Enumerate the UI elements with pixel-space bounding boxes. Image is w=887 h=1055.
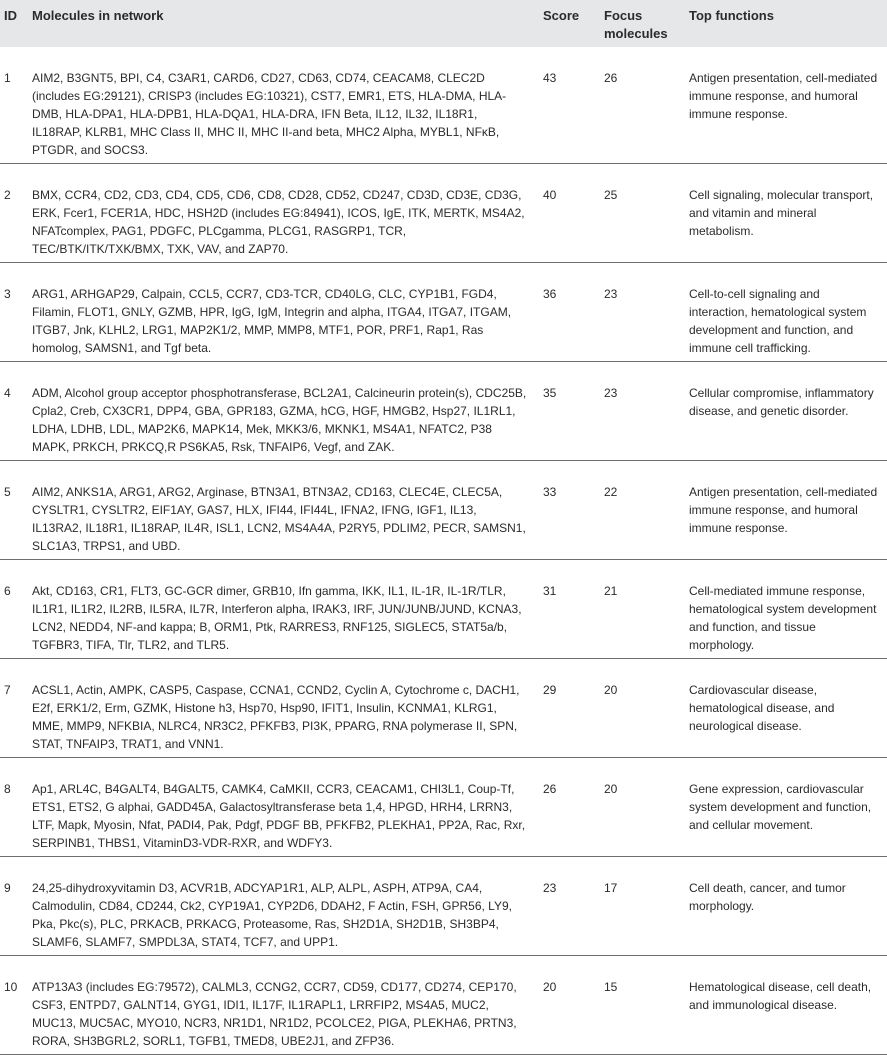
cell-focus-molecules: 15 <box>604 980 618 994</box>
cell-score: 36 <box>543 287 557 301</box>
cell-id: 7 <box>4 683 11 697</box>
cell-focus-molecules: 17 <box>604 881 618 895</box>
cell-top-functions: Cellular compromise, inflammatory disease, and genetic disorder. <box>689 386 874 418</box>
cell-id: 8 <box>4 782 11 796</box>
cell-top-functions: Cell-to-cell signaling and interaction, hematological system development and function, and immune cell trafficking. <box>689 287 867 355</box>
header-focus-molecules: Focus molecules <box>604 8 668 41</box>
header-top-functions: Top functions <box>689 8 774 23</box>
cell-focus-molecules: 21 <box>604 584 618 598</box>
cell-molecules: ACSL1, Actin, AMPK, CASP5, Caspase, CCNA1, CCND2, Cyclin A, Cytochrome c, DACH1, E2f, ERK1/2, Erm, GZMK, Histone h3, Hsp70, Hsp90, IFIT1, Insulin, KCNMA1, KLRG1, MME, MMP9, NFKBIA, NLRC4, NR3C2, PFKFB3, PI3K, PPARG, RNA polymerase II, SPN, STAT, TNFAIP3, TRAT1, and VNN1. <box>32 683 520 751</box>
header-molecules: Molecules in network <box>32 8 164 23</box>
cell-score: 31 <box>543 584 557 598</box>
cell-id: 2 <box>4 188 11 202</box>
cell-molecules: Akt, CD163, CR1, FLT3, GC-GCR dimer, GRB10, Ifn gamma, IKK, IL1, IL-1R, IL-1R/TLR, IL1R1, IL1R2, IL2RB, IL5RA, IL7R, Interferon alpha, IRAK3, IRF, JUN/JUNB/JUND, KCNA3, LCN2, NEDD4, NF-and kappa; B, ORM1, Ptk, RARRES3, RNF125, SIGLEC5, STAT5a/b, TGFBR3, TIFA, Tlr, TLR2, and TLR5. <box>32 584 522 652</box>
cell-id: 5 <box>4 485 11 499</box>
header-score: Score <box>543 8 580 23</box>
cell-score: 43 <box>543 71 557 85</box>
table-row <box>0 857 887 956</box>
cell-id: 9 <box>4 881 11 895</box>
cell-top-functions: Antigen presentation, cell-mediated immune response, and humoral immune response. <box>689 71 878 121</box>
cell-score: 40 <box>543 188 557 202</box>
cell-top-functions: Gene expression, cardiovascular system development and function, and cellular movement. <box>689 782 872 832</box>
cell-top-functions: Cell signaling, molecular transport, and vitamin and mineral metabolism. <box>689 188 874 238</box>
cell-top-functions: Hematological disease, cell death, and immunological disease. <box>689 980 872 1012</box>
table-body <box>0 47 887 1055</box>
cell-top-functions: Cell death, cancer, and tumor morphology. <box>689 881 846 913</box>
cell-score: 26 <box>543 782 557 796</box>
cell-focus-molecules: 22 <box>604 485 618 499</box>
cell-focus-molecules: 23 <box>604 287 618 301</box>
cell-score: 35 <box>543 386 557 400</box>
table-row <box>0 956 887 1055</box>
table-row <box>0 362 887 461</box>
cell-focus-molecules: 20 <box>604 683 618 697</box>
cell-focus-molecules: 23 <box>604 386 618 400</box>
table-row <box>0 758 887 857</box>
cell-score: 29 <box>543 683 557 697</box>
cell-id: 4 <box>4 386 11 400</box>
cell-molecules: Ap1, ARL4C, B4GALT4, B4GALT5, CAMK4, CaMKII, CCR3, CEACAM1, CHI3L1, Coup-Tf, ETS1, ETS2, G alphai, GADD45A, Galactosyltransferase beta 1,4, HPGD, HRH4, LRRN3, LTF, Mapk, Myosin, Nfat, PADI4, Pak, Pdgf, PDGF BB, PFKFB2, PLEKHA1, PP2A, Rac, Rxr, SERPINB1, THBS1, VitaminD3-VDR-RXR, and WDFY3. <box>32 782 526 850</box>
table-row <box>0 47 887 164</box>
table-header <box>0 0 887 47</box>
cell-score: 33 <box>543 485 557 499</box>
table-row <box>0 461 887 560</box>
cell-focus-molecules: 25 <box>604 188 618 202</box>
cell-id: 3 <box>4 287 11 301</box>
cell-molecules: 24,25-dihydroxyvitamin D3, ACVR1B, ADCYAP1R1, ALP, ALPL, ASPH, ATP9A, CA4, Calmodulin, CD84, CD244, Ck2, CYP19A1, CYP2D6, DDAH2, F Actin, FSH, GPR56, LY9, Pka, Pkc(s), PLC, PRKACB, PRKACG, Proteasome, Ras, SH2D1A, SH2D1B, SH3BP4, SLAMF6, SLAMF7, SMPDL3A, STAT4, TCF7, and UPP1. <box>32 881 512 949</box>
table-row <box>0 659 887 758</box>
cell-molecules: AIM2, ANKS1A, ARG1, ARG2, Arginase, BTN3A1, BTN3A2, CD163, CLEC4E, CLEC5A, CYSLTR1, CYSLTR2, EIF1AY, GAS7, HLX, IFI44, IFI44L, IFNA2, IFNG, IGF1, IL13, IL13RA2, IL18R1, IL18RAP, IL4R, ISL1, LCN2, MS4A4A, P2RY5, PDLIM2, PECR, SAMSN1, SLC1A3, TRPS1, and UBD. <box>32 485 526 553</box>
cell-score: 20 <box>543 980 557 994</box>
cell-molecules: AIM2, B3GNT5, BPI, C4, C3AR1, CARD6, CD27, CD63, CD74, CEACAM8, CLEC2D (includes EG:29121), CRISP3 (includes EG:10321), CST7, EMR1, ETS, HLA-DMA, HLA-DMB, HLA-DPA1, HLA-DPB1, HLA-DQA1, HLA-DRA, IFN Beta, IL12, IL32, IL18R1, IL18RAP, KLRB1, MHC Class II, MHC II, MHC II-and beta, MHC2 Alpha, MYBL1, NFκB, PTGDR, and SOCS3. <box>32 71 507 157</box>
cell-id: 10 <box>4 980 18 994</box>
table-row <box>0 263 887 362</box>
cell-focus-molecules: 20 <box>604 782 618 796</box>
cell-focus-molecules: 26 <box>604 71 618 85</box>
cell-id: 6 <box>4 584 11 598</box>
cell-top-functions: Cardiovascular disease, hematological disease, and neurological disease. <box>689 683 835 733</box>
cell-top-functions: Antigen presentation, cell-mediated immune response, and humoral immune response. <box>689 485 878 535</box>
cell-top-functions: Cell-mediated immune response, hematological system development and function, and tissue morphology. <box>689 584 877 652</box>
cell-molecules: ATP13A3 (includes EG:79572), CALML3, CCNG2, CCR7, CD59, CD177, CD274, CEP170, CSF3, ENTPD7, GALNT14, GYG1, IDI1, IL17F, IL1RAPL1, LRRFIP2, MS4A5, MUC2, MUC13, MUC5AC, MYO10, NCR3, NR1D1, NR1D2, PCOLCE2, PIGA, PLEKHA6, PRTN3, RORA, SH3BGRL2, SORL1, TGFB1, TMED8, UBE2J1, and ZFP36. <box>32 980 517 1048</box>
table-row <box>0 560 887 659</box>
table-row <box>0 164 887 263</box>
cell-molecules: ARG1, ARHGAP29, Calpain, CCL5, CCR7, CD3-TCR, CD40LG, CLC, CYP1B1, FGD4, Filamin, FLOT1, GNLY, GZMB, HPR, IgG, IgM, Integrin and alpha, ITGA4, ITGA7, ITGAM, ITGB7, Jnk, KLHL2, LRG1, MAP2K1/2, MMP, MMP8, MTF1, POR, PRF1, Rap1, Ras homolog, SAMSN1, and Tgf beta. <box>32 287 512 355</box>
header-id: ID <box>4 8 17 23</box>
cell-molecules: BMX, CCR4, CD2, CD3, CD4, CD5, CD6, CD8, CD28, CD52, CD247, CD3D, CD3E, CD3G, ERK, Fcer1, FCER1A, HDC, HSH2D (includes EG:84941), ICOS, IgE, ITK, MERTK, MS4A2, NFATcomplex, PAG1, PDGFC, PLCgamma, PLCG1, RASGRP1, TCR, TEC/BTK/ITK/TXK/BMX, TXK, VAV, and ZAP70. <box>32 188 525 256</box>
cell-score: 23 <box>543 881 557 895</box>
cell-id: 1 <box>4 71 11 85</box>
cell-molecules: ADM, Alcohol group acceptor phosphotransferase, BCL2A1, Calcineurin protein(s), CDC25B, Cpla2, Creb, CX3CR1, DPP4, GBA, GPR183, GZMA, hCG, HGF, HMGB2, Hsp27, IL1RL1, LDHA, LDHB, LDL, MAP2K6, MAPK14, Mek, MKK3/6, MKNK1, MS4A1, NFATC2, P38 MAPK, PRKCH, PRKCQ,R PS6KA5, Rsk, TNFAIP6, Vegf, and ZAK. <box>32 386 527 454</box>
header-row <box>0 0 887 47</box>
